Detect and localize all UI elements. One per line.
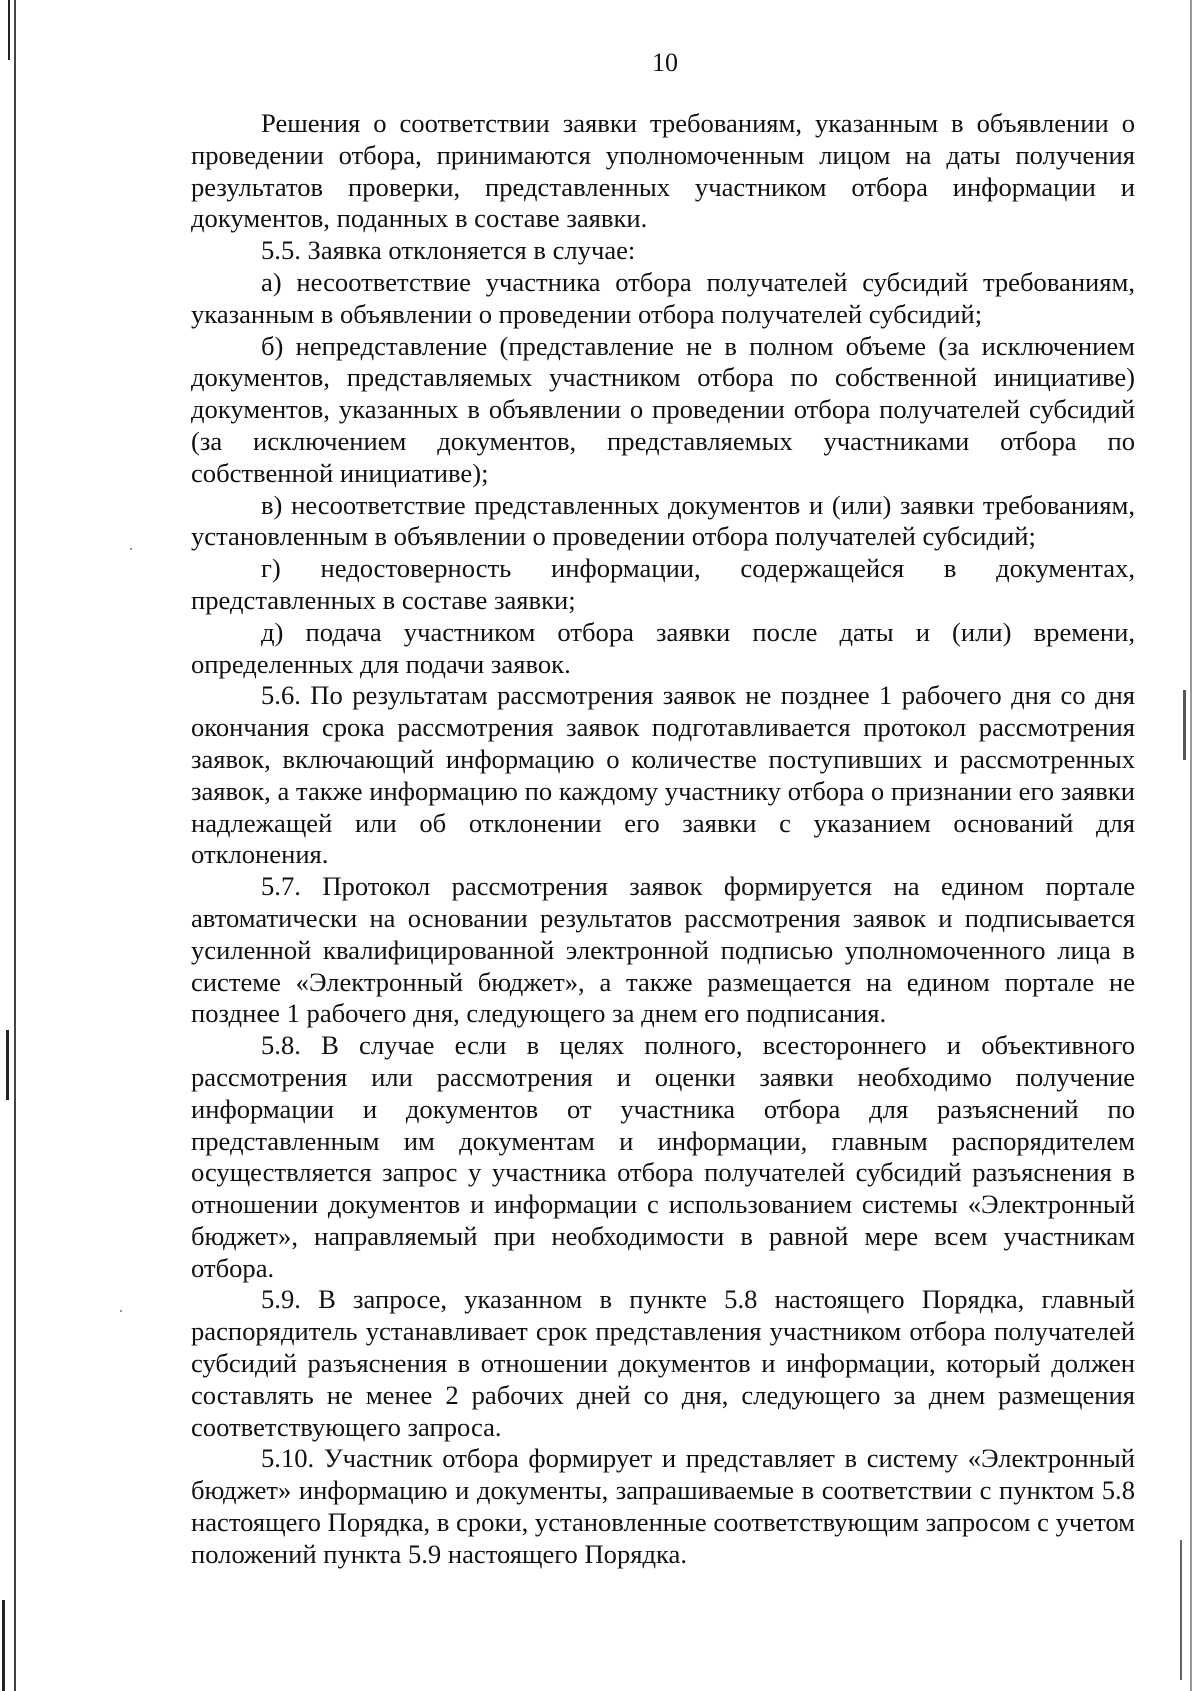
scan-edge-right (1190, 0, 1192, 1691)
paragraph: 5.6. По результатам рассмотрения заявок не позднее 1 рабочего дня со дня окончания срока рассмотрения заявок подготавливается протокол рассмотрения заявок, включающий информацию о количестве поступивших и рассмотренных заявок, а также информацию по каждому участнику отбора о признании его заявки надлежащей или об отклонении его заявки с указанием оснований для отклонения. (191, 680, 1135, 870)
paragraph: в) несоответствие представленных документов и (или) заявки требованиям, установленным в объявлении о проведении отбора получателей субсидий; (191, 489, 1135, 552)
scan-edge-left (14, 0, 16, 1691)
paragraph: 5.9. В запросе, указанном в пункте 5.8 настоящего Порядка, главный распорядитель устанавливает срок представления участником отбора получателей субсидий разъяснения в отношении документов и информации, который должен составлять не менее 2 рабочих дней со дня, следующего за днем размещения соответствующего запроса. (191, 1284, 1135, 1442)
scan-edge-left-mark (6, 1030, 9, 1100)
paragraph: Решения о соответствии заявки требованиям, указанным в объявлении о проведении отбора, принимаются уполномоченным лицом на даты получения результатов проверки, представленных участником отбора информации и документов, поданных в составе заявки. (191, 108, 1135, 234)
paragraph: 5.7. Протокол рассмотрения заявок формируется на едином портале автоматически на основании результатов рассмотрения заявок и подписывается усиленной квалифицированной электронной подписью уполномоченного лица в системе «Электронный бюджет», а также размещается на едином портале не позднее 1 рабочего дня, следующего за днем его подписания. (191, 871, 1135, 1029)
paragraph: 5.8. В случае если в целях полного, всестороннего и объективного рассмотрения или рассмотрения и оценки заявки необходимо получение информации и документов от участника отбора для разъяснений по представленным им документам и информации, главным распорядителем осуществляется запрос у участника отбора получателей субсидий разъяснения в отношении документов и информации с использованием системы «Электронный бюджет», направляемый при необходимости в равной мере всем участникам отбора. (191, 1030, 1135, 1283)
document-body (191, 108, 1135, 1571)
page-number: 10 (652, 48, 678, 77)
paragraph: а) несоответствие участника отбора получателей субсидий требованиям, указанным в объявлении о проведении отбора получателей субсидий; (191, 266, 1135, 329)
scan-edge-right-bottom (1180, 1540, 1182, 1680)
scan-speck (130, 548, 132, 550)
paragraph: д) подача участником отбора заявки после даты и (или) времени, определенных для подачи заявок. (191, 616, 1135, 679)
paragraph: 5.10. Участник отбора формирует и представляет в систему «Электронный бюджет» информацию и документы, запрашиваемые в соответствии с пунктом 5.8 настоящего Порядка, в сроки, установленные соответствующим запросом с учетом положений пункта 5.9 настоящего Порядка. (191, 1443, 1135, 1569)
paragraph: б) непредставление (представление не в полном объеме (за исключением документов, представляемых участником отбора по собственной инициативе) документов, указанных в объявлении о проведении отбора получателей субсидий (за исключением документов, представляемых участниками отбора по собственной инициативе); (191, 330, 1135, 488)
scan-edge-left-bottom (2, 1600, 5, 1691)
paragraph: г) недостоверность информации, содержащейся в документах, представленных в составе заявки; (191, 553, 1135, 615)
scan-edge-right-mark (1183, 690, 1186, 760)
scan-speck (120, 1310, 122, 1312)
paragraph: 5.5. Заявка отклоняется в случае: (261, 235, 636, 266)
